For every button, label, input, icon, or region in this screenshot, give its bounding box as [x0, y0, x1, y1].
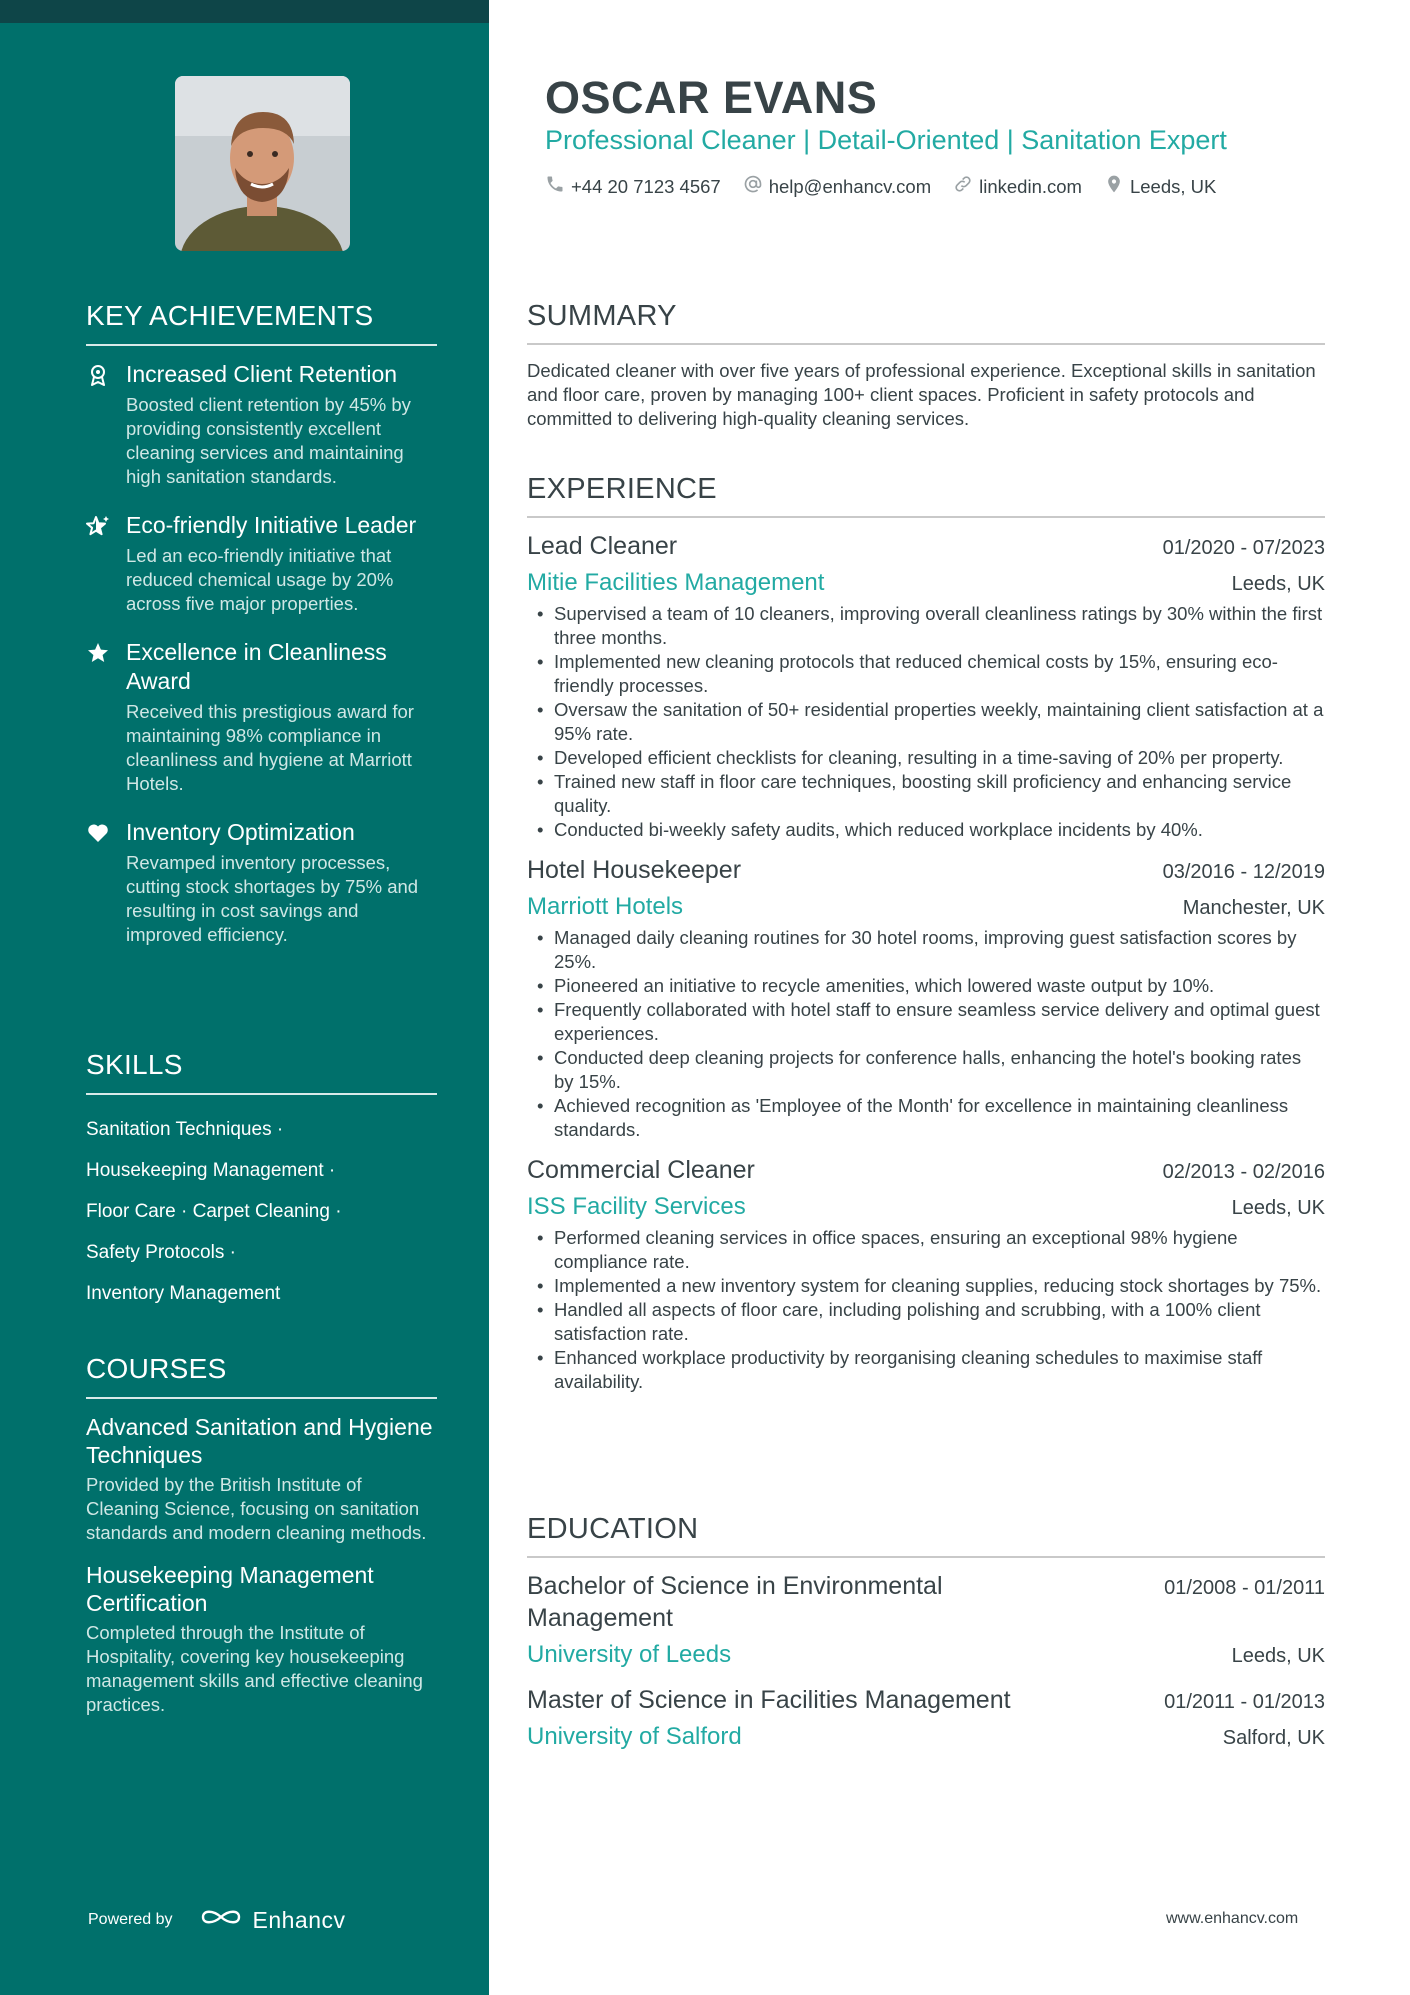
education-section [527, 1513, 1325, 1752]
achievement-title: Increased Client Retention [126, 361, 398, 387]
job-role: Lead Cleaner [527, 532, 678, 560]
list-item: • Achieved recognition as 'Employee of the Month' for excellence in maintaining cleanliness standards. [527, 1094, 1325, 1142]
map-pin-icon [1104, 174, 1124, 199]
star-icon [86, 641, 110, 665]
list-item: • Trained new staff in floor care techniques, boosting skill proficiency and enhancing service quality. [527, 770, 1325, 818]
summary-title: SUMMARY [527, 300, 1325, 345]
course-description: Provided by the British Institute of Cleaning Science, focusing on sanitation standards and modern cleaning methods. [86, 1474, 427, 1543]
list-item: • Supervised a team of 10 cleaners, improving overall cleanliness ratings by 30% within the first three months. [527, 602, 1325, 650]
job-entry [527, 530, 1325, 842]
summary-text: Dedicated cleaner with over five years of professional experience. Exceptional skills in sanitation and floor care, proven by managing 100+ client spaces. Proficient in safety protocols and committed to delivering high-quality cleaning services. [527, 360, 1316, 429]
achievement-description: Boosted client retention by 45% by providing consistently excellent cleaning services and maintaining high sanitation standards. [126, 394, 411, 487]
achievement-item [86, 360, 437, 489]
job-bullets [527, 602, 1325, 842]
achievement-item [86, 638, 437, 796]
school-name: University of Leeds [527, 1641, 732, 1668]
degree-title: Master of Science in Facilities Management [527, 1686, 1011, 1714]
education-dates: 01/2011 - 01/2013 [1164, 1691, 1325, 1713]
powered-by-label: Powered by [88, 1911, 173, 1928]
job-company: Mitie Facilities Management [527, 569, 825, 596]
skill-item: Sanitation Techniques · [86, 1119, 284, 1140]
degree-title: Bachelor of Science in Environmental Management [527, 1572, 943, 1632]
website-link[interactable]: www.enhancv.com [1166, 1910, 1299, 1927]
achievement-title: Excellence in Cleanliness Award [126, 639, 387, 694]
list-item: • Conducted deep cleaning projects for conference halls, enhancing the hotel's booking rates by 15%. [527, 1046, 1325, 1094]
linkedin-url: linkedin.com [979, 175, 1082, 197]
skills-title: SKILLS [86, 1049, 437, 1095]
job-entry [527, 1154, 1325, 1394]
school-name: University of Salford [527, 1723, 742, 1750]
achievement-description: Received this prestigious award for maintaining 98% compliance in cleanliness and hygiene at Marriott Hotels. [126, 701, 414, 794]
achievement-item [86, 818, 437, 947]
skills-section [86, 1049, 437, 1314]
candidate-name: OSCAR EVANS [545, 72, 878, 123]
job-location: Leeds, UK [1231, 573, 1325, 595]
job-bullets [527, 926, 1325, 1142]
enhancv-brand-name: Enhancv [252, 1906, 346, 1933]
powered-by [88, 1905, 346, 1935]
job-company: ISS Facility Services [527, 1193, 746, 1220]
school-location: Leeds, UK [1231, 1645, 1325, 1667]
course-title: Advanced Sanitation and Hygiene Techniques [86, 1414, 433, 1468]
courses-title: COURSES [86, 1353, 437, 1399]
contact-bar [545, 174, 1216, 199]
achievement-title: Eco-friendly Initiative Leader [126, 512, 417, 538]
sidebar-top-bar [0, 0, 489, 23]
course-description: Completed through the Institute of Hospitality, covering key housekeeping management skills and effective cleaning practices. [86, 1622, 423, 1715]
job-company: Marriott Hotels [527, 893, 684, 920]
list-item: • Frequently collaborated with hotel staff to ensure seamless service delivery and optimal guest experiences. [527, 998, 1325, 1046]
job-dates: 01/2020 - 07/2023 [1162, 537, 1325, 559]
list-item: • Pioneered an initiative to recycle amenities, which lowered waste output by 10%. [527, 974, 1325, 998]
list-item: • Implemented new cleaning protocols that reduced chemical costs by 15%, ensuring eco-friendly processes. [527, 650, 1325, 698]
achievement-item [86, 511, 437, 616]
skill-item: Floor Care · Carpet Cleaning · [86, 1201, 342, 1222]
contact-email[interactable] [743, 174, 931, 199]
list-item: • Performed cleaning services in office spaces, ensuring an exceptional 98% hygiene compliance rate. [527, 1226, 1325, 1274]
list-item: • Managed daily cleaning routines for 30 hotel rooms, improving guest satisfaction scores by 25%. [527, 926, 1325, 974]
heart-icon [86, 821, 110, 845]
experience-title: EXPERIENCE [527, 473, 1325, 518]
job-entry [527, 854, 1325, 1142]
job-location: Leeds, UK [1231, 1197, 1325, 1219]
list-item: • Handled all aspects of floor care, including polishing and scrubbing, with a 100% client satisfaction rate. [527, 1298, 1325, 1346]
phone-icon [545, 174, 565, 199]
education-entry [527, 1570, 1325, 1670]
course-item [86, 1413, 437, 1545]
job-role: Hotel Housekeeper [527, 856, 742, 884]
course-title: Housekeeping Management Certification [86, 1562, 374, 1616]
sidebar [0, 0, 489, 1995]
contact-location [1104, 174, 1216, 199]
profile-photo [175, 76, 350, 251]
enhancv-logo[interactable] [199, 1905, 346, 1935]
phone-number: +44 20 7123 4567 [571, 175, 721, 197]
education-title: EDUCATION [527, 1513, 1325, 1558]
candidate-tagline: Professional Cleaner | Detail-Oriented | Sanitation Expert [545, 125, 1227, 155]
list-item: • Oversaw the sanitation of 50+ residential properties weekly, maintaining client satisfaction at a 95% rate. [527, 698, 1325, 746]
summary-section [527, 300, 1325, 431]
skill-item: Inventory Management [86, 1283, 281, 1304]
course-item [86, 1561, 437, 1717]
list-item: • Implemented a new inventory system for cleaning supplies, reducing stock shortages by 75%. [527, 1274, 1325, 1298]
achievement-description: Led an eco-friendly initiative that reduced chemical usage by 20% across five major properties. [126, 545, 394, 614]
infinity-logo-icon [199, 1905, 243, 1935]
skill-item: Safety Protocols · [86, 1242, 236, 1263]
link-icon [953, 174, 973, 199]
star-sparkle-icon [86, 514, 110, 538]
skill-item: Housekeeping Management · [86, 1160, 336, 1181]
education-dates: 01/2008 - 01/2011 [1164, 1577, 1325, 1599]
job-role: Commercial Cleaner [527, 1156, 755, 1184]
school-location: Salford, UK [1222, 1727, 1325, 1749]
job-dates: 02/2013 - 02/2016 [1162, 1161, 1325, 1183]
email-address: help@enhancv.com [768, 175, 932, 197]
courses-section [86, 1353, 437, 1717]
location-text: Leeds, UK [1129, 175, 1217, 197]
contact-phone[interactable] [545, 174, 721, 199]
job-location: Manchester, UK [1182, 897, 1325, 919]
list-item: • Enhanced workplace productivity by reorganising cleaning schedules to maximise staff availability. [527, 1346, 1325, 1394]
education-entry [527, 1684, 1325, 1752]
award-ribbon-icon [86, 363, 110, 387]
achievements-title: KEY ACHIEVEMENTS [86, 300, 437, 346]
job-bullets [527, 1226, 1325, 1394]
experience-section [527, 473, 1325, 1394]
at-sign-icon [743, 174, 763, 199]
list-item: • Conducted bi-weekly safety audits, which reduced workplace incidents by 40%. [527, 818, 1325, 842]
achievement-description: Revamped inventory processes, cutting stock shortages by 75% and resulting in cost savings and improved efficiency. [126, 852, 419, 945]
job-dates: 03/2016 - 12/2019 [1162, 861, 1325, 883]
contact-linkedin[interactable] [953, 174, 1082, 199]
list-item: • Developed efficient checklists for cleaning, resulting in a time-saving of 20% per property. [527, 746, 1325, 770]
achievement-title: Inventory Optimization [126, 819, 355, 845]
achievements-section [86, 300, 437, 969]
